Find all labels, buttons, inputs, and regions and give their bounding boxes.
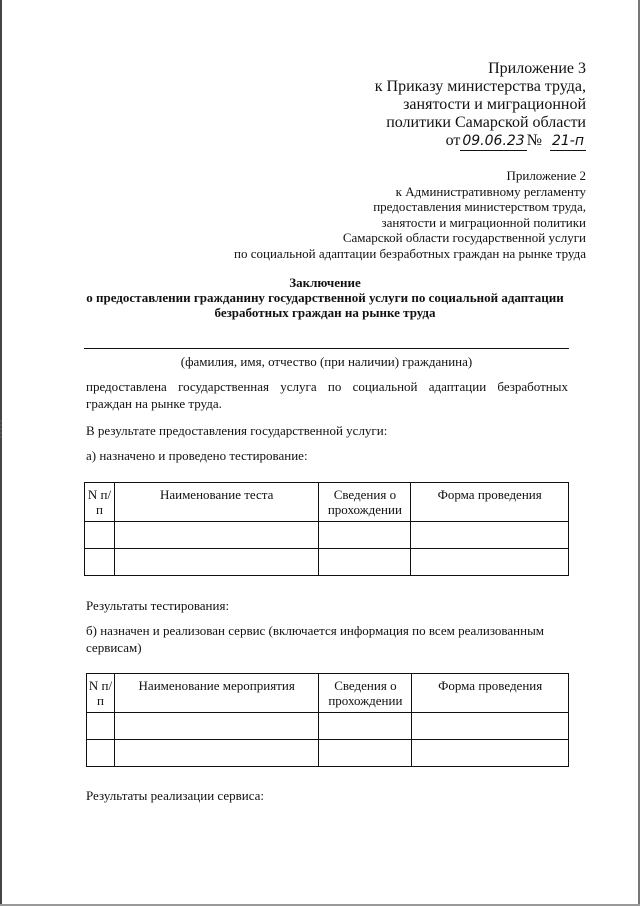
result-intro: В результате предоставления государственной услуги:	[86, 423, 388, 438]
appendix-2-line: занятости и миграционной политики	[381, 214, 586, 230]
col-event-name-header: Наименование мероприятия	[114, 674, 319, 713]
scan-margin-mark	[0, 420, 6, 438]
date-prefix: от	[445, 132, 461, 149]
table-cell[interactable]	[114, 522, 319, 549]
item-b-label: б) назначен и реализован сервис (включается информация по всем реализованным сервисам)	[86, 623, 545, 655]
appendix-2-line: предоставления министерством труда,	[373, 199, 586, 215]
col-test-name-header: Наименование теста	[114, 483, 319, 522]
appendix-2-block	[234, 168, 586, 262]
appendix-2-line: по социальной адаптации безработных граждан на рынке труда	[234, 245, 586, 261]
table-cell[interactable]	[411, 549, 569, 576]
col-completion-header: Сведения о прохождении	[319, 674, 412, 713]
testing-results-label: Результаты тестирования:	[86, 598, 230, 613]
item-a-label: а) назначено и проведено тестирование:	[86, 448, 308, 463]
table-cell[interactable]	[114, 740, 319, 767]
table-cell[interactable]	[319, 549, 411, 576]
appendix-2-line: к Административному регламенту	[395, 183, 586, 199]
service-table	[86, 673, 569, 767]
heading-line: безработных граждан на рынке труда	[214, 305, 436, 320]
col-form-header: Форма проведения	[412, 674, 569, 713]
appendix-3-line: занятости и миграционной	[403, 96, 586, 113]
appendix-3-line: к Приказу министерства труда,	[374, 78, 586, 95]
col-number-header: N п/п	[85, 483, 115, 522]
table-cell[interactable]	[319, 713, 412, 740]
heading-line: о предоставлении гражданину государственной услуги по социальной адаптации	[86, 290, 564, 305]
table-cell[interactable]	[87, 740, 115, 767]
table-row	[85, 549, 569, 576]
handwritten-date: 09.06.23	[462, 133, 525, 149]
col-completion-header: Сведения о прохождении	[319, 483, 411, 522]
col-form-header: Форма проведения	[411, 483, 569, 522]
appendix-2-line: Самарской области государственной услуги	[342, 230, 586, 246]
table-row	[85, 522, 569, 549]
appendix-3-block	[375, 60, 586, 151]
service-provided-text: предоставлена государственная услуга по социальной адаптации безработных граждан на рынке труда.	[86, 379, 568, 411]
page-left-edge	[0, 0, 2, 906]
table-cell[interactable]	[412, 740, 569, 767]
table-cell[interactable]	[412, 713, 569, 740]
document-heading	[60, 275, 590, 320]
table-cell[interactable]	[85, 522, 115, 549]
number-prefix: №	[526, 132, 542, 149]
appendix-2-title: Приложение 2	[506, 168, 586, 183]
appendix-3-line: политики Самарской области	[386, 114, 586, 131]
service-results-label: Результаты реализации сервиса:	[86, 788, 265, 803]
order-date-number	[375, 132, 586, 151]
table-header-row	[87, 674, 569, 713]
testing-table	[84, 482, 569, 576]
table-row	[87, 740, 569, 767]
citizen-name-line	[84, 348, 569, 349]
table-cell[interactable]	[114, 549, 319, 576]
table-cell[interactable]	[319, 740, 412, 767]
heading-title: Заключение	[289, 275, 361, 290]
col-number-header: N п/п	[87, 674, 115, 713]
table-cell[interactable]	[85, 549, 115, 576]
citizen-name-caption: (фамилия, имя, отчество (при наличии) гражданина)	[180, 354, 473, 369]
table-cell[interactable]	[319, 522, 411, 549]
table-row	[87, 713, 569, 740]
table-cell[interactable]	[114, 713, 319, 740]
table-header-row	[85, 483, 569, 522]
table-cell[interactable]	[87, 713, 115, 740]
table-cell[interactable]	[411, 522, 569, 549]
handwritten-number: 21-п	[551, 133, 584, 149]
appendix-3-title: Приложение 3	[488, 60, 586, 77]
